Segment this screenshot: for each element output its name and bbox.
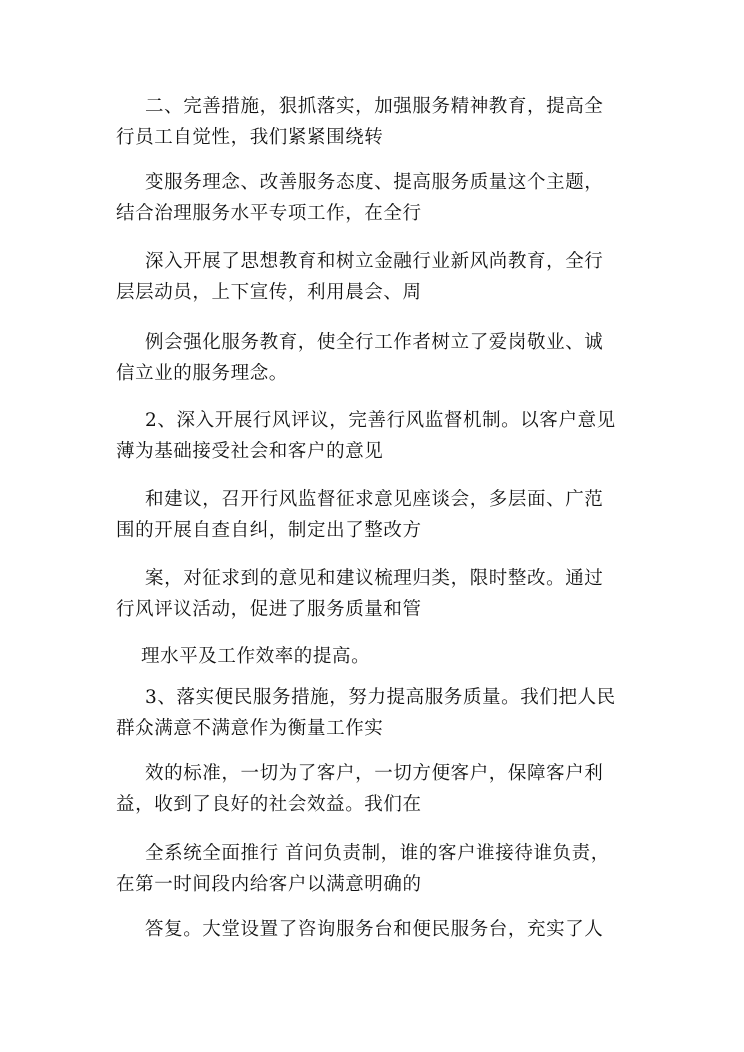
paragraph-line: 在第一时间段内给客户以满意明确的 bbox=[116, 874, 422, 895]
paragraph-line: 和建议，召开行风监督征求意见座谈会，多层面、广范 bbox=[145, 489, 604, 510]
paragraph bbox=[116, 246, 636, 308]
paragraph bbox=[116, 563, 636, 625]
paragraph bbox=[116, 484, 636, 546]
paragraph bbox=[116, 682, 636, 744]
paragraph bbox=[116, 914, 636, 945]
paragraph-line: 层层动员，上下宣传，利用晨会、周 bbox=[116, 282, 422, 303]
paragraph-line: 益，收到了良好的社会效益。我们在 bbox=[116, 794, 422, 815]
paragraph bbox=[116, 167, 636, 229]
paragraph-line: 案，对征求到的意见和建议梳理归类，限时整改。通过 bbox=[145, 568, 604, 589]
paragraph-line: 变服务理念、改善服务态度、提高服务质量这个主题， bbox=[145, 172, 604, 193]
paragraph-line: 理水平及工作效率的提高。 bbox=[141, 646, 371, 667]
paragraph-line: 二、完善措施，狠抓落实，加强服务精神教育，提高全 bbox=[145, 96, 604, 117]
paragraph-line: 答复。大堂设置了咨询服务台和便民服务台，充实了人 bbox=[145, 919, 604, 940]
paragraph bbox=[116, 91, 636, 153]
paragraph-line: 薄为基础接受社会和客户的意见 bbox=[116, 441, 384, 462]
paragraph-line: 全系统全面推行 首问负责制，谁的客户谁接待谁负责， bbox=[145, 843, 610, 864]
paragraph-line: 围的开展自查自纠，制定出了整改方 bbox=[116, 520, 422, 541]
paragraph-line: 3、落实便民服务措施，努力提高服务质量。我们把人民 bbox=[145, 687, 616, 708]
paragraph-line: 效的标准，一切为了客户，一切方便客户，保障客户利 bbox=[145, 763, 604, 784]
paragraph-line: 深入开展了思想教育和树立金融行业新风尚教育，全行 bbox=[145, 251, 604, 272]
paragraph bbox=[116, 838, 636, 900]
paragraph bbox=[116, 641, 636, 672]
paragraph-line: 例会强化服务教育，使全行工作者树立了爱岗敬业、诚 bbox=[145, 332, 604, 353]
paragraph-line: 行员工自觉性，我们紧紧围绕转 bbox=[116, 127, 384, 148]
paragraph-line: 信立业的服务理念。 bbox=[116, 363, 288, 384]
paragraph bbox=[116, 327, 636, 389]
paragraph-line: 2、深入开展行风评议，完善行风监督机制。以客户意见 bbox=[145, 410, 616, 431]
paragraph-line: 结合治理服务水平专项工作，在全行 bbox=[116, 203, 422, 224]
paragraph bbox=[116, 758, 636, 820]
paragraph-line: 群众满意不满意作为衡量工作实 bbox=[116, 718, 384, 739]
paragraph-line: 行风评议活动，促进了服务质量和管 bbox=[116, 599, 422, 620]
paragraph bbox=[116, 405, 636, 467]
